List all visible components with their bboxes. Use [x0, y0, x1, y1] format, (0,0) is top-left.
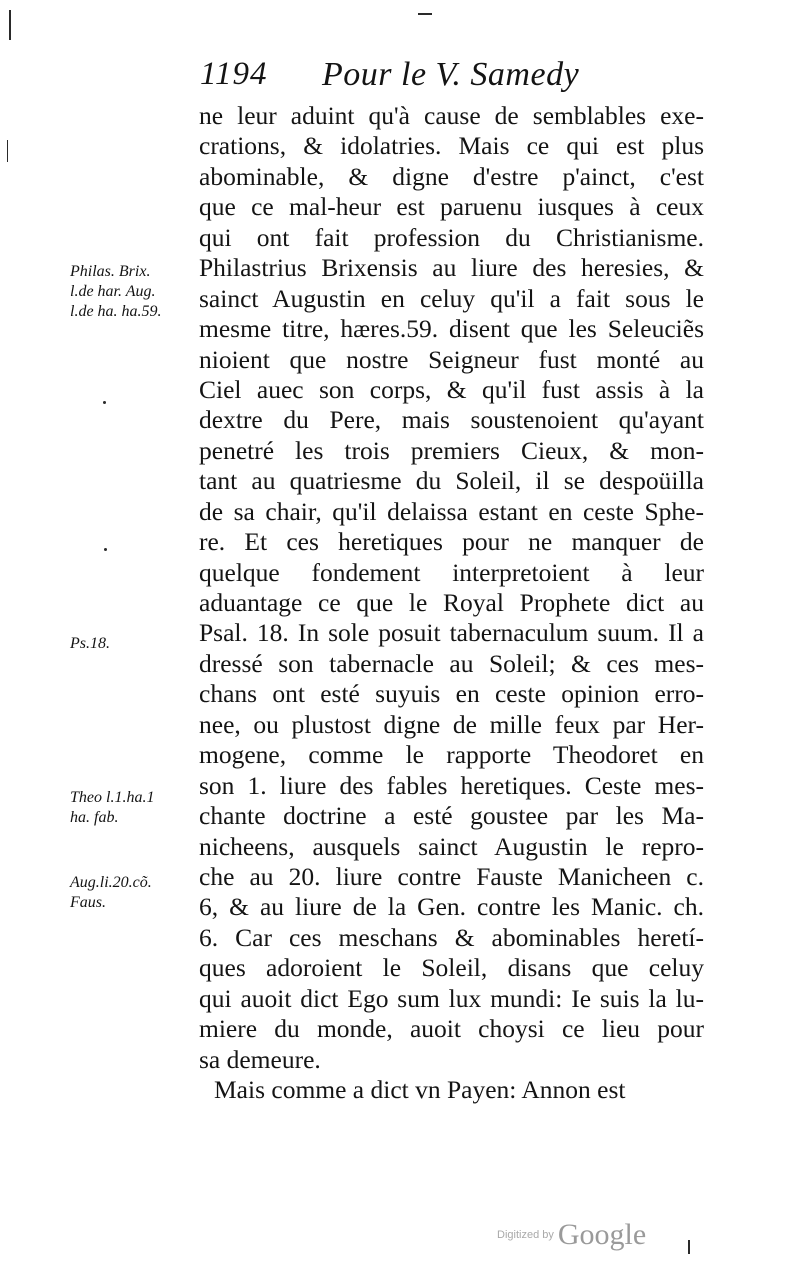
margin-note-line: Philas. Brix. [70, 263, 151, 280]
text-line: ne leur aduint qu'à cause de semblables exe- [199, 101, 704, 130]
text-line: che au 20. liure contre Fauste Manicheen c. [199, 861, 704, 891]
margin-note-line: Aug.li.20.cõ. [70, 874, 152, 891]
text-line: quelque fondement interpretoient à leur [199, 557, 704, 587]
margin-note-line: l.de ha. ha.59. [70, 303, 162, 320]
text-line: aduantage ce que le Royal Prophete dict au [199, 588, 704, 617]
scan-artifact-mark [688, 1240, 690, 1254]
running-title: Pour le V. Samedy [322, 56, 580, 93]
text-line: re. Et ces heretiques pour ne manquer de [199, 527, 704, 557]
text-line: penetré les trois premiers Cieux, & mon- [199, 435, 704, 465]
scan-artifact-dot [103, 401, 106, 404]
text-line: que ce mal-heur est paruenu iusques à ceux [199, 192, 704, 222]
text-line: tant au quatriesme du Soleil, il se despoüilla [199, 466, 704, 496]
text-line: Psal. 18. In sole posuit tabernaculum suum. Il a [199, 618, 704, 648]
margin-note-line: Theo l.1.ha.1 [70, 789, 155, 806]
watermark-brand-text: Google [557, 1218, 647, 1251]
text-line: 6. Car ces meschans & abominables heretí- [199, 922, 704, 952]
text-line: dextre du Pere, mais soustenoient qu'ayant [199, 405, 704, 435]
text-line: sa demeure. [199, 1044, 321, 1074]
margin-note [70, 873, 152, 913]
text-line: crations, & idolatries. Mais ce qui est plus [199, 131, 704, 161]
text-line: 6, & au liure de la Gen. contre les Manic. ch. [199, 892, 704, 922]
page-number: 1194 [200, 56, 268, 92]
margin-note [70, 788, 154, 828]
margin-note-line: ha. fab. [70, 809, 119, 826]
margin-note-line: l.de har. Aug. [70, 283, 156, 300]
text-line: Philastrius Brixensis au liure des heresies, & [199, 253, 704, 283]
watermark-small-text: Digitized by [497, 1229, 554, 1241]
text-line: qui ont fait profession du Christianisme. [199, 222, 704, 252]
margin-note [70, 262, 162, 322]
text-line: nee, ou plustost digne de mille feux par Her- [199, 709, 704, 739]
scan-artifact-mark [418, 13, 432, 15]
digitization-watermark [497, 1218, 646, 1252]
page-header [200, 56, 700, 96]
text-line: sainct Augustin en celuy qu'il a fait sous le [199, 283, 704, 313]
text-line: ques adoroient le Soleil, disans que celuy [199, 953, 704, 983]
text-line: mogene, comme le rapporte Theodoret en [199, 740, 704, 770]
margin-note-line: Ps.18. [70, 635, 110, 652]
text-line: son 1. liure des fables heretiques. Ceste mes- [199, 770, 704, 800]
text-line: mesme titre, hæres.59. disent que les Seleuciẽs [199, 314, 704, 344]
margin-note-line: Faus. [70, 894, 106, 911]
text-line: qui auoit dict Ego sum lux mundi: Ie suis la lu- [199, 983, 704, 1013]
text-line: miere du monde, auoit choysi ce lieu pour [199, 1014, 704, 1044]
text-line: chante doctrine a esté goustee par les Ma- [199, 801, 704, 831]
body-text [199, 101, 704, 1105]
text-line: chans ont esté suyuis en ceste opinion erro- [199, 679, 704, 709]
text-line: Mais comme a dict vn Payen: Annon est [214, 1075, 626, 1104]
margin-note [70, 634, 110, 654]
scan-artifact-dot [104, 548, 107, 551]
text-line: de sa chair, qu'il delaissa estant en ceste Sphe- [199, 496, 704, 526]
scan-artifact-mark [7, 140, 8, 162]
text-line: abominable, & digne d'estre p'ainct, c'est [199, 161, 704, 191]
text-line: Ciel auec son corps, & qu'il fust assis à la [199, 374, 704, 404]
scan-artifact-mark [9, 10, 11, 40]
text-line: nicheens, ausquels sainct Augustin le repro- [199, 831, 704, 861]
text-line: nioient que nostre Seigneur fust monté au [199, 344, 704, 374]
text-line: dressé son tabernacle au Soleil; & ces mes- [199, 648, 704, 678]
